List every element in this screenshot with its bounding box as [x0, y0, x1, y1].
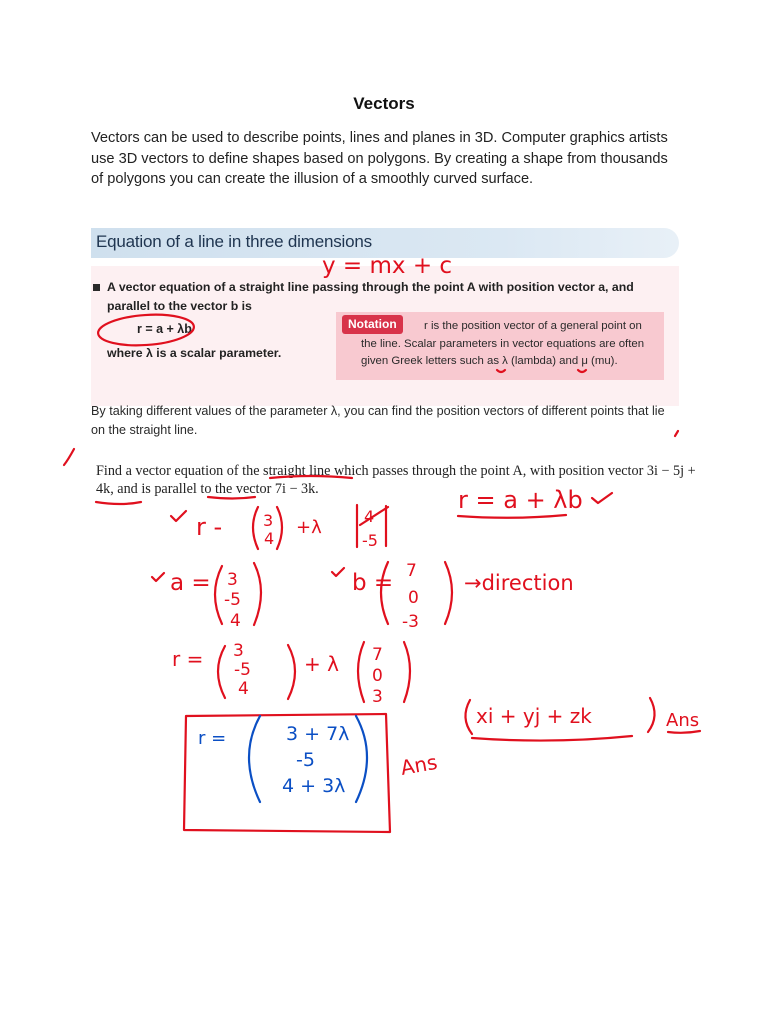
r-b-entry: 7 [372, 645, 383, 665]
answer-entry: 3 + 7λ [286, 723, 350, 745]
a-label: a = [170, 570, 211, 596]
straight-line-underline [270, 476, 352, 478]
mu-underline [578, 370, 586, 372]
intro-paragraph: Vectors can be used to describe points, lines and planes in 3D. Computer graphics artists use 3D vectors to define shapes based on polygons. By creating a shape from thousands of polygons you can create the illusion of a smoothly curved surface. [91, 130, 668, 187]
right-paren [277, 507, 282, 549]
r-a-entry: -5 [234, 660, 251, 680]
step1-b-entry: 4 [364, 507, 375, 526]
formula-circle [97, 312, 195, 349]
vector-line-formula: r = a + λb [137, 322, 192, 336]
b-entry: -3 [402, 612, 419, 632]
general-form: xi + yj + zk [476, 704, 592, 728]
r-a-entry: 3 [233, 641, 244, 661]
formula-underline [458, 515, 566, 518]
answer-entry: 4 + 3λ [282, 775, 346, 797]
b-entry: 0 [408, 588, 419, 608]
a-entry: 4 [230, 611, 241, 631]
parameter-note: where λ is a scalar parameter. [107, 346, 282, 360]
general-form-underline [472, 736, 632, 741]
vector-underline [96, 502, 141, 504]
r-label: r = [172, 647, 204, 671]
line-equation-note: y = mx + c [322, 253, 453, 279]
left-paren [358, 642, 364, 702]
formula-handwritten: r = a + λb [458, 486, 583, 514]
left-paren [253, 507, 258, 549]
ans-label: Ans [398, 749, 440, 780]
left-paren [218, 646, 225, 698]
a-entry: -5 [224, 590, 241, 610]
notation-tag: Notation [342, 315, 403, 334]
b-label: b = [352, 570, 394, 596]
ans-underline [668, 731, 700, 733]
right-paren [648, 698, 655, 732]
direction-label: →direction [464, 571, 574, 595]
section-title: Equation of a line in three dimensions [96, 232, 372, 251]
tick-icon [152, 573, 164, 581]
margin-tick-icon [64, 449, 74, 465]
right-paren [445, 562, 452, 624]
r-a-entry: 4 [238, 679, 249, 699]
parallel-underline [208, 497, 255, 499]
right-paren [356, 716, 367, 802]
parameter-values-text: By taking different values of the parameter λ, you can find the position vectors of different points that lie on the straight line. [91, 404, 665, 437]
plus-lambda: +λ [296, 517, 322, 538]
step1-b-entry: -5 [362, 531, 378, 550]
step1-lhs: r - [196, 513, 223, 541]
answer-entry: -5 [296, 749, 315, 771]
plus-lambda: + λ [304, 652, 339, 676]
right-paren [404, 642, 410, 702]
step1-a-entry: 3 [263, 511, 274, 530]
tick-icon [171, 511, 186, 521]
tick-icon [332, 568, 344, 576]
page-title: Vectors [353, 94, 415, 113]
left-paren [215, 566, 222, 624]
a-entry: 3 [227, 570, 238, 590]
left-paren [465, 700, 472, 734]
r-b-entry: 3 [372, 687, 383, 707]
right-paren [254, 563, 261, 625]
r-b-entry: 0 [372, 666, 383, 686]
tick-icon [592, 493, 612, 503]
lambda-underline [497, 370, 505, 372]
ans-label-2: Ans [666, 710, 700, 731]
notation-text: r is the position vector of a general point on the line. Scalar parameters in vector equations are often given Greek letters such as λ (lambda) and μ (mu). [361, 320, 645, 367]
definition-text: A vector equation of a straight line passing through the point A with position vector a, and parallel to the vector b is [107, 280, 634, 313]
b-entry: 7 [406, 561, 417, 581]
question-text: Find a vector equation of the straight line which passes through the point A, with position vector 3i − 5j + 4k, and is parallel to the vector 7i − 3k. [96, 463, 696, 497]
step1-a-entry: 4 [264, 529, 275, 548]
corner-mark [675, 431, 678, 436]
answer-label: r = [198, 728, 227, 749]
left-paren [249, 716, 260, 802]
right-paren [288, 645, 295, 699]
